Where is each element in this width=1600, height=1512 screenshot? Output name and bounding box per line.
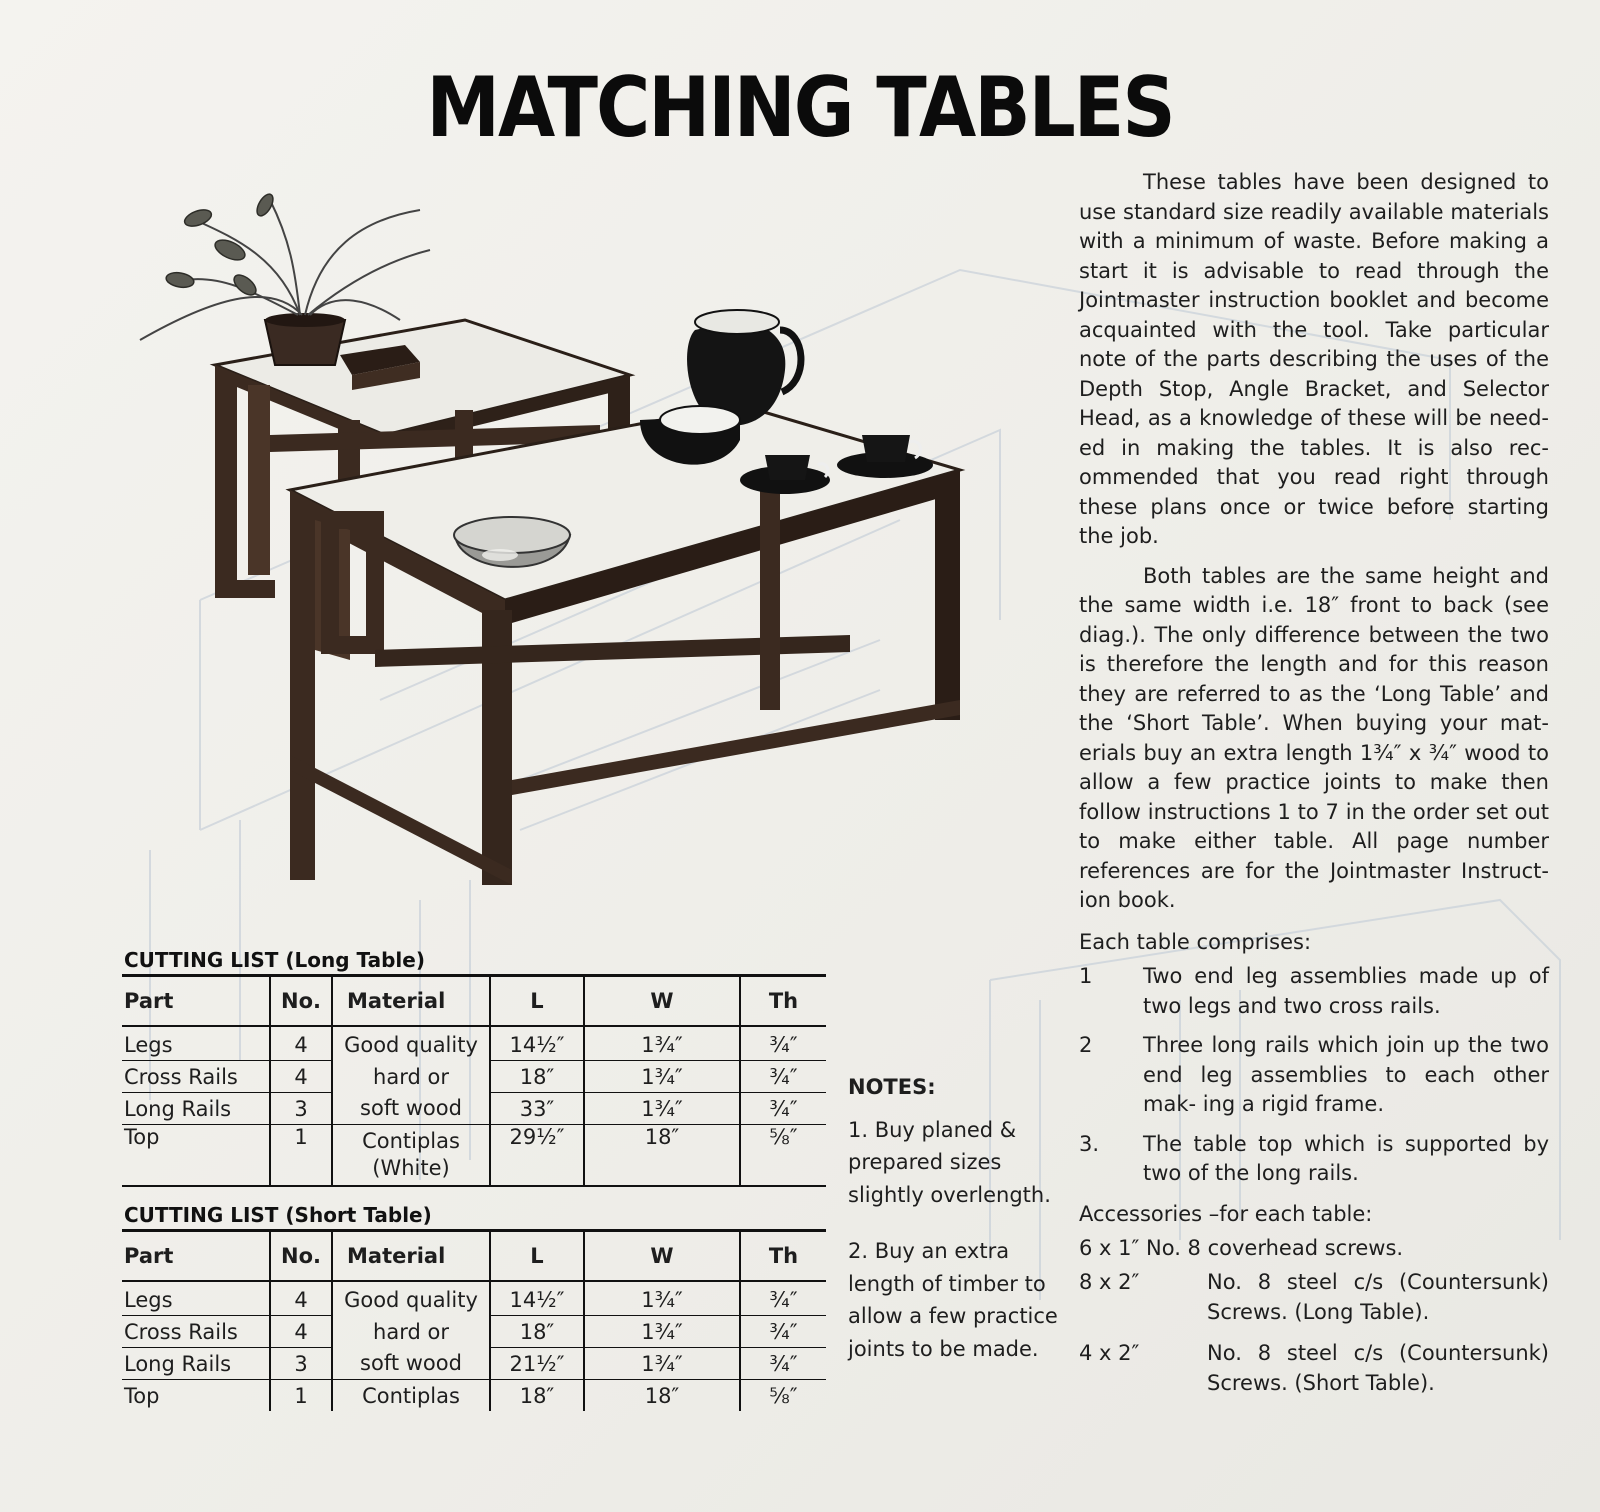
column-header: W (584, 976, 740, 1027)
cutting-list-short-title: CUTTING LIST (Short Table) (124, 1203, 432, 1227)
material-line: (White) (372, 1156, 450, 1180)
comprises-list (1079, 962, 1549, 1199)
page-title: MATCHING TABLES (426, 60, 1174, 157)
cell-no: 3 (270, 1093, 332, 1125)
intro-paragraph-1: These tables have been designed to use standard size readily available materials with a minimum of waste. Before making a start it is advisable to read through the Jointmaster instruction booklet and become acquainted with the tool. Take particular note of the parts describing the uses of the Depth Stop, Angle Bracket, and Selector Head, as a knowledge of these will be need- ed in making the tables. It is also rec- ommended that you read right through these plans once or twice before starting the job. (1079, 170, 1549, 548)
cell-thickness: ¾″ (740, 1093, 826, 1125)
cell-length: 14½″ (490, 1284, 584, 1316)
cell-length: 18″ (490, 1380, 584, 1412)
accessory-qty: 8 x 2″ (1079, 1270, 1140, 1294)
cell-length: 14½″ (490, 1029, 584, 1061)
column-header: Part (122, 976, 270, 1027)
cell-no: 4 (270, 1061, 332, 1093)
column-header: Part (122, 1231, 270, 1282)
cell-material (332, 1125, 490, 1187)
cell-thickness: ¾″ (740, 1316, 826, 1348)
column-header: Material (332, 1231, 490, 1282)
cell-no: 4 (270, 1029, 332, 1061)
cell-part: Legs (122, 1284, 270, 1316)
accessory-item (1079, 1339, 1549, 1398)
cell-width: 1¾″ (584, 1093, 740, 1125)
cell-thickness: ⅝″ (740, 1125, 826, 1187)
cell-width: 1¾″ (584, 1348, 740, 1380)
cell-part: Cross Rails (122, 1061, 270, 1093)
list-item-text: Two end leg assemblies made up of two legs and two cross rails. (1143, 964, 1549, 1018)
notes-section (848, 1071, 1063, 1389)
accessory-desc: No. 8 steel c/s (Countersunk) Screws. (Short Table). (1207, 1341, 1549, 1395)
intro-text (1079, 168, 1549, 916)
column-header: Th (740, 1231, 826, 1282)
table-row (122, 1093, 826, 1125)
column-header: Material (332, 976, 490, 1027)
cell-width: 1¾″ (584, 1061, 740, 1093)
table-row (122, 1061, 826, 1093)
accessory-desc: No. 8 steel c/s (Countersunk) Screws. (Long Table). (1207, 1270, 1549, 1324)
cutting-list-long-title: CUTTING LIST (Long Table) (124, 948, 425, 972)
cell-thickness: ⅝″ (740, 1380, 826, 1412)
table-row (122, 1125, 826, 1187)
list-item (1079, 1031, 1549, 1120)
cell-part: Long Rails (122, 1348, 270, 1380)
column-header: No. (270, 1231, 332, 1282)
column-header: W (584, 1231, 740, 1282)
cutting-list-short-table (122, 1229, 826, 1411)
cell-length: 18″ (490, 1316, 584, 1348)
cutting-list-long-table (122, 974, 826, 1187)
tables-photo (120, 180, 1020, 910)
table-row (122, 1380, 826, 1412)
cell-thickness: ¾″ (740, 1348, 826, 1380)
notes-heading: NOTES: (848, 1075, 936, 1099)
cell-material: Good quality (332, 1284, 490, 1316)
column-header: Th (740, 976, 826, 1027)
cell-material: soft wood (332, 1348, 490, 1380)
table-row (122, 1316, 826, 1348)
cell-length: 21½″ (490, 1348, 584, 1380)
note-item: 1. Buy planed & prepared sizes slightly overlength. (848, 1117, 1051, 1207)
note-item: 2. Buy an extra length of timber to allow a few practice joints to be made. (848, 1239, 1058, 1361)
cell-thickness: ¾″ (740, 1061, 826, 1093)
cell-width: 18″ (584, 1125, 740, 1187)
long-table-illustration (290, 405, 960, 885)
accessories-heading: Accessories –for each table: (1079, 1202, 1373, 1226)
list-item-text: Three long rails which join up the two end leg assemblies to each other mak- ing a rigid frame. (1143, 1033, 1549, 1116)
list-item (1079, 962, 1549, 1021)
cell-material: Good quality (332, 1029, 490, 1061)
intro-paragraph-2: Both tables are the same height and the same width i.e. 18″ front to back (see diag.). The only difference between the two is therefore the length and for this reason they are referred to as the ‘Long Table’ and the ‘Short Table’. When buying your mat- erials buy an extra length 1¾″ x ¾″ wood to allow a few practice joints to make then follow instructions 1 to 7 in the order set out to make either table. All page number references are for the Jointmaster Instruct- ion book. (1079, 563, 1549, 912)
cell-length: 29½″ (490, 1125, 584, 1187)
comprises-heading: Each table comprises: (1079, 930, 1312, 954)
accessory-qty: 4 x 2″ (1079, 1341, 1140, 1365)
column-header: L (490, 976, 584, 1027)
cell-width: 1¾″ (584, 1316, 740, 1348)
cell-width: 18″ (584, 1380, 740, 1412)
material-line: Contiplas (362, 1129, 460, 1153)
table-row (122, 1029, 826, 1061)
list-item (1079, 1130, 1549, 1189)
cell-part: Cross Rails (122, 1316, 270, 1348)
list-item-number: 2 (1079, 1033, 1093, 1057)
list-item-text: The table top which is supported by two of the long rails. (1143, 1131, 1549, 1185)
cell-part: Top (124, 1383, 160, 1408)
table-row (122, 1284, 826, 1316)
cell-no: 1 (270, 1380, 332, 1412)
list-item-number: 3. (1079, 1131, 1100, 1156)
accessory-line: 6 x 1″ No. 8 coverhead screws. (1079, 1236, 1404, 1260)
cell-no: 4 (270, 1316, 332, 1348)
cell-part: Long Rails (122, 1093, 270, 1125)
cell-thickness: ¾″ (740, 1029, 826, 1061)
accessory-item (1079, 1268, 1549, 1327)
column-header: No. (270, 976, 332, 1027)
cell-no: 1 (270, 1125, 332, 1187)
cell-material: Contiplas (332, 1380, 490, 1412)
cell-thickness: ¾″ (740, 1284, 826, 1316)
cell-width: 1¾″ (584, 1284, 740, 1316)
cell-no: 3 (270, 1348, 332, 1380)
cell-part: Top (122, 1125, 270, 1187)
cell-length: 18″ (490, 1061, 584, 1093)
cell-material: hard or (332, 1061, 490, 1093)
column-header: L (490, 1231, 584, 1282)
cell-material: soft wood (332, 1093, 490, 1125)
cell-length: 33″ (490, 1093, 584, 1125)
table-row (122, 1348, 826, 1380)
list-item-number: 1 (1079, 964, 1093, 988)
cell-material: hard or (332, 1316, 490, 1348)
cell-width: 1¾″ (584, 1029, 740, 1061)
cell-no: 4 (270, 1284, 332, 1316)
cell-part: Legs (122, 1029, 270, 1061)
